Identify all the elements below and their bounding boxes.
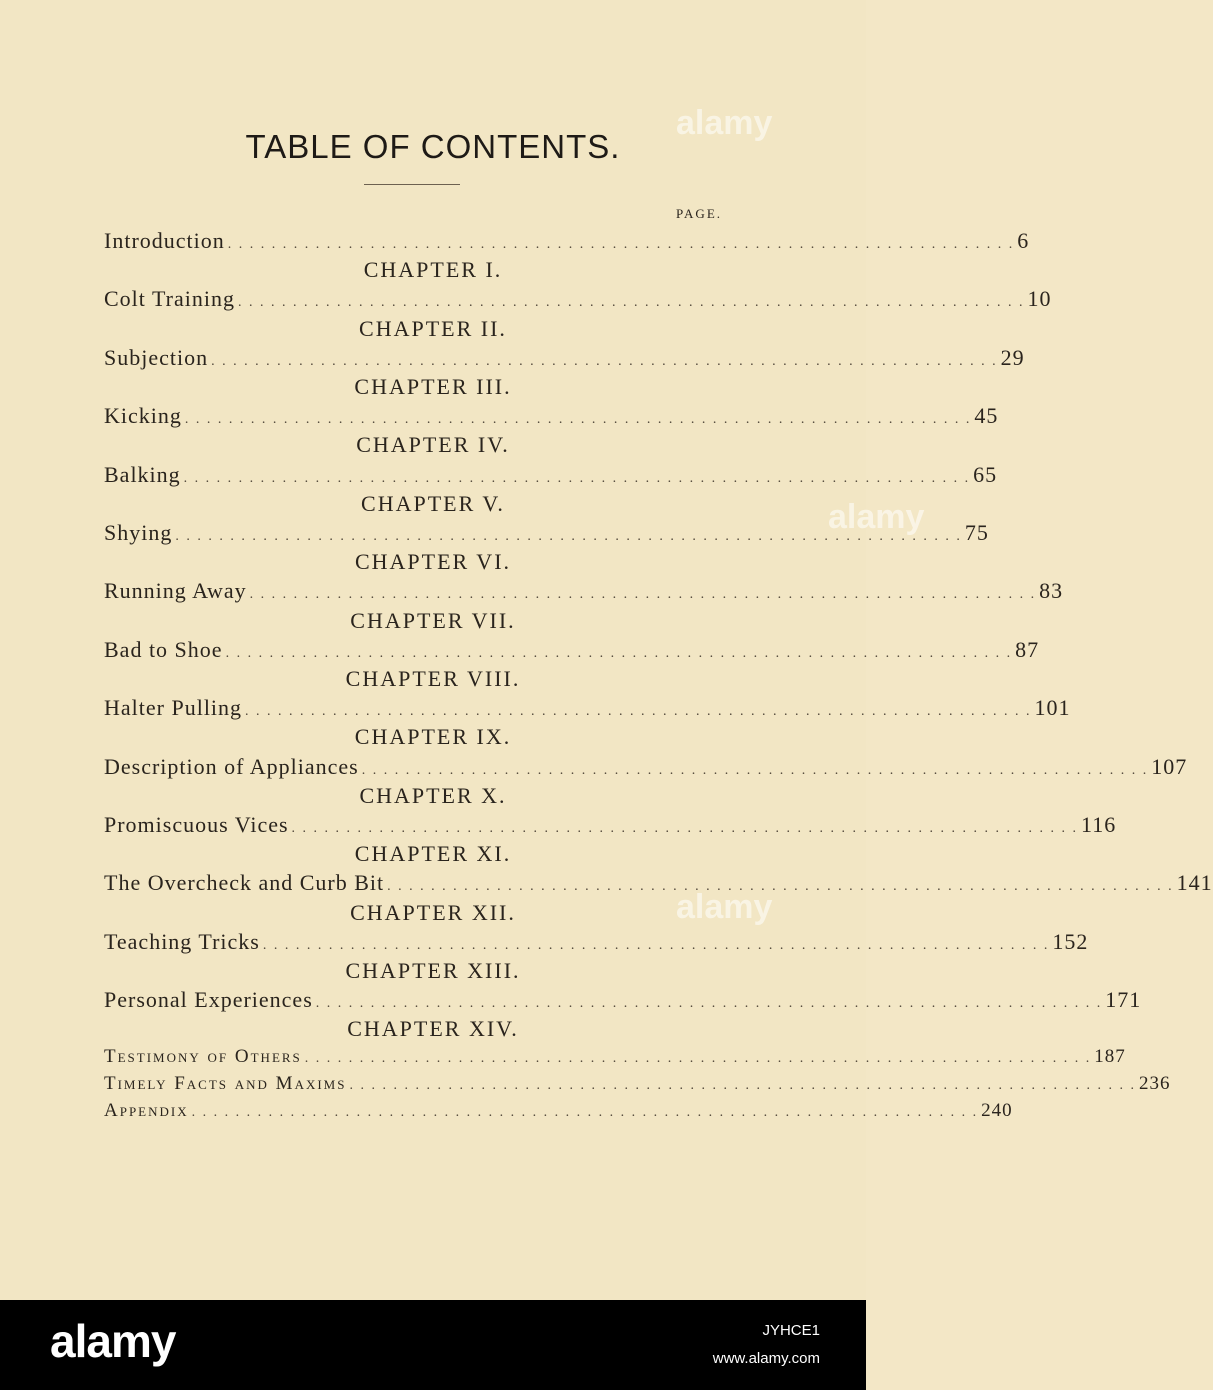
toc-entry (104, 928, 1089, 955)
chapter-heading: CHAPTER XIV. (347, 1016, 519, 1042)
toc-entry-title: Bad to Shoe (104, 636, 223, 662)
chapter-heading: CHAPTER V. (361, 490, 505, 516)
toc-entry-page: 240 (981, 1099, 1013, 1121)
chapter-heading: CHAPTER IX. (354, 724, 512, 750)
dot-leader: . . . . . . . . . . . . . . . . . . . . . . . . . . . . . . . . . . . . . . . . . . . . . . . . . . . . . . . . . . . . . . . . . . . . . . . . (291, 821, 1079, 836)
toc-entry (104, 461, 998, 488)
toc-entry (104, 1072, 1171, 1095)
toc-entry-page: 187 (1094, 1045, 1126, 1067)
watermark-logo: alamy (676, 104, 773, 142)
toc-entry-page: 141 (1176, 870, 1213, 896)
dot-leader: . . . . . . . . . . . . . . . . . . . . . . . . . . . . . . . . . . . . . . . . . . . . . . . . . . . . . . . . . . . . . . . . . . . . . . . . (245, 704, 1032, 720)
toc-entry-title: Kicking (104, 403, 182, 429)
toc-entry-title: Running Away (104, 578, 247, 604)
toc-entry-title: Promiscuous Vices (104, 812, 289, 837)
toc-entry-page: 107 (1151, 753, 1188, 779)
chapter-heading: CHAPTER VIII. (345, 666, 521, 691)
toc-entry-page: 45 (974, 403, 999, 429)
dot-leader: . . . . . . . . . . . . . . . . . . . . . . . . . . . . . . . . . . . . . . . . . . . . . . . . . . . . . . . . . . . . . . . . . . . . . . . . (211, 353, 998, 369)
toc-entry (104, 812, 1117, 838)
toc-entry-title: Timely Facts and Maxims (104, 1072, 347, 1094)
toc-entry (104, 1099, 1013, 1122)
toc-entry-page: 65 (973, 461, 998, 487)
toc-entry-title: Subjection (104, 344, 209, 370)
chapter-heading: CHAPTER X. (359, 782, 507, 808)
toc-entry (104, 695, 1071, 721)
chapter-heading: CHAPTER IV. (356, 432, 510, 458)
toc-entry (104, 403, 999, 429)
page-column-header: PAGE. (676, 206, 723, 221)
dot-leader: . . . . . . . . . . . . . . . . . . . . . . . . . . . . . . . . . . . . . . . . . . . . . . . . . . . . . . . . . . . . . . . . . . . . . . . . (227, 237, 1015, 252)
toc-entry-page: 101 (1034, 695, 1071, 721)
page-title: TABLE OF CONTENTS. (245, 128, 621, 165)
toc-entry-title: Teaching Tricks (104, 928, 260, 954)
toc-entry-page: 87 (1015, 636, 1040, 662)
toc-entry (104, 520, 989, 546)
toc-entry-title: Balking (104, 461, 181, 487)
toc-entry-page: 10 (1027, 286, 1052, 312)
toc-entry-page: 171 (1105, 987, 1142, 1013)
toc-entry (104, 870, 1213, 896)
toc-entry-title: Appendix (104, 1099, 189, 1121)
site-url-label: www.alamy.com (712, 1350, 820, 1367)
toc-entry (104, 987, 1142, 1013)
chapter-heading: CHAPTER VII. (350, 607, 516, 633)
chapter-heading: CHAPTER VI. (354, 549, 512, 575)
toc-entry-page: 6 (1017, 228, 1030, 253)
toc-entry (104, 636, 1040, 663)
toc-entry-page: 83 (1039, 578, 1064, 604)
toc-entry-title: Shying (104, 520, 173, 545)
dot-leader: . . . . . . . . . . . . . . . . . . . . . . . . . . . . . . . . . . . . . . . . . . . . . . . . . . . . . . . . . . . . . . . . . . . . . . . . (184, 412, 972, 428)
dot-leader: . . . . . . . . . . . . . . . . . . . . . . . . . . . . . . . . . . . . . . . . . . . . . . . . . . . . . . . . . . . . . . . . . . . . . . . . (249, 587, 1037, 603)
toc-entry-page: 75 (964, 520, 989, 545)
chapter-heading: CHAPTER XI. (354, 841, 512, 867)
toc-entry-page: 29 (1000, 344, 1025, 370)
chapter-heading: CHAPTER III. (354, 374, 512, 399)
watermark-logo: alamy (828, 498, 925, 536)
toc-entry (104, 753, 1188, 780)
dot-leader: . . . . . . . . . . . . . . . . . . . . . . . . . . . . . . . . . . . . . . . . . . . . . . . . . . . . . . . . . . . . . . . . . . . . . . . . (237, 295, 1025, 311)
toc-entry-title: Description of Appliances (104, 753, 359, 779)
toc-entry (104, 344, 1025, 371)
toc-entry-title: Testimony of Others (104, 1045, 302, 1067)
dot-leader: . . . . . . . . . . . . . . . . . . . . . . . . . . . . . . . . . . . . . . . . . . . . . . . . . . . . . . . . . . . . . . . . . . . . . . . . (315, 996, 1103, 1012)
alamy-logo: alamy (50, 1315, 176, 1367)
watermark-logo: alamy (676, 888, 773, 926)
chapter-heading: CHAPTER XII. (350, 899, 516, 925)
dot-leader: . . . . . . . . . . . . . . . . . . . . . . . . . . . . . . . . . . . . . . . . . . . . . . . . . . . . . . . . . . . . . . . . . . . . . . . . (225, 645, 1013, 661)
chapter-heading: CHAPTER XIII. (345, 958, 521, 983)
toc-entry (104, 286, 1052, 312)
title-rule (364, 184, 460, 185)
toc-entry-title: Personal Experiences (104, 987, 313, 1013)
toc-entry-title: Halter Pulling (104, 695, 243, 721)
dot-leader: . . . . . . . . . . . . . . . . . . . . . . . . . . . . . . . . . . . . . . . . . . . . . . . . . . . . . . . . . . . . . . . . . . . . . . . . (175, 529, 962, 544)
toc-entry (104, 228, 1030, 254)
image-id-label: JYHCE1 (762, 1322, 820, 1339)
chapter-heading: CHAPTER II. (359, 315, 507, 341)
dot-leader: . . . . . . . . . . . . . . . . . . . . . . . . . . . . . . . . . . . . . . . . . . . . . . . . . . . . . . . . . . . . . . . . . . . . . . . . (191, 1104, 979, 1120)
chapter-heading: CHAPTER I. (363, 257, 503, 283)
dot-leader: . . . . . . . . . . . . . . . . . . . . . . . . . . . . . . . . . . . . . . . . . . . . . . . . . . . . . . . . . . . . . . . . . . . . . . . . (304, 1050, 1092, 1066)
toc-entry (104, 1045, 1126, 1068)
dot-leader: . . . . . . . . . . . . . . . . . . . . . . . . . . . . . . . . . . . . . . . . . . . . . . . . . . . . . . . . . . . . . . . . . . . . . . . . (387, 879, 1174, 895)
dot-leader: . . . . . . . . . . . . . . . . . . . . . . . . . . . . . . . . . . . . . . . . . . . . . . . . . . . . . . . . . . . . . . . . . . . . . . . . (183, 470, 971, 486)
toc-entry-page: 236 (1138, 1072, 1171, 1094)
dot-leader: . . . . . . . . . . . . . . . . . . . . . . . . . . . . . . . . . . . . . . . . . . . . . . . . . . . . . . . . . . . . . . . . . . . . . . . . (361, 762, 1149, 778)
dot-leader: . . . . . . . . . . . . . . . . . . . . . . . . . . . . . . . . . . . . . . . . . . . . . . . . . . . . . . . . . . . . . . . . . . . . . . . . (262, 937, 1050, 953)
toc-entry-title: The Overcheck and Curb Bit (104, 870, 385, 896)
toc-entry (104, 578, 1064, 604)
dot-leader: . . . . . . . . . . . . . . . . . . . . . . . . . . . . . . . . . . . . . . . . . . . . . . . . . . . . . . . . . . . . . . . . . . . . . . . . (349, 1077, 1136, 1093)
toc-entry-title: Introduction (104, 228, 225, 253)
toc-entry-page: 116 (1081, 812, 1117, 837)
toc-entry-page: 152 (1052, 928, 1089, 954)
toc-entry-title: Colt Training (104, 286, 235, 312)
